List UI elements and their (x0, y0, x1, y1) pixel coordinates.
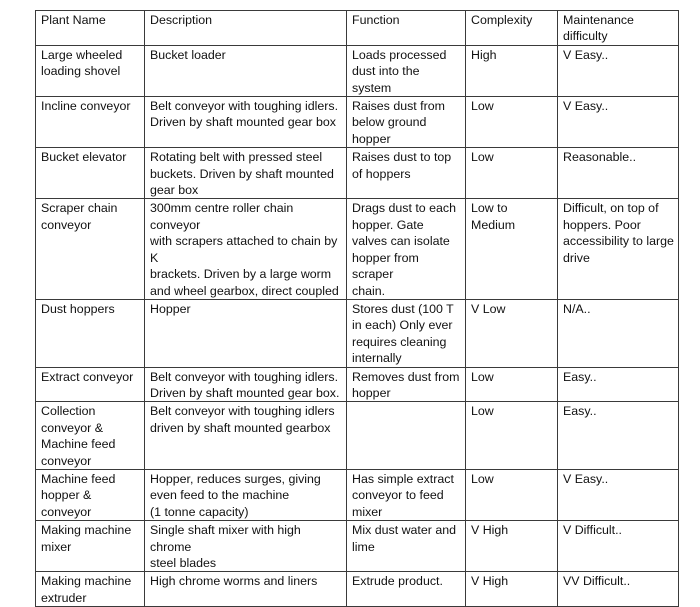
header-function: Function (347, 11, 466, 46)
cell-plant-name: Extract conveyor (36, 367, 145, 402)
cell-plant-name: Collection conveyor & Machine feed conveyor (36, 402, 145, 470)
table-row (36, 199, 679, 299)
table-row (36, 572, 679, 607)
cell-complexity: Low to Medium (466, 199, 558, 299)
cell-function: Raises dust to top of hoppers (347, 148, 466, 199)
cell-maintenance: V Easy.. (558, 469, 679, 520)
cell-description: Belt conveyor with toughing idlers driven by shaft mounted gearbox (145, 402, 347, 470)
plant-table (35, 10, 679, 607)
cell-description: Bucket loader (145, 45, 347, 96)
cell-plant-name: Dust hoppers (36, 299, 145, 367)
cell-description: 300mm centre roller chain conveyor with scrapers attached to chain by K brackets. Driven by a large worm and wheel gearbox, direct coupled (145, 199, 347, 299)
cell-description: High chrome worms and liners (145, 572, 347, 607)
cell-complexity: Low (466, 367, 558, 402)
cell-plant-name: Making machine mixer (36, 521, 145, 572)
cell-complexity: V Low (466, 299, 558, 367)
cell-maintenance: V Difficult.. (558, 521, 679, 572)
cell-maintenance: Easy.. (558, 402, 679, 470)
cell-complexity: V High (466, 521, 558, 572)
cell-description: Rotating belt with pressed steel buckets. Driven by shaft mounted gear box (145, 148, 347, 199)
cell-maintenance: N/A.. (558, 299, 679, 367)
cell-description: Hopper, reduces surges, giving even feed to the machine (1 tonne capacity) (145, 469, 347, 520)
cell-function: Loads processed dust into the system (347, 45, 466, 96)
cell-function: Mix dust water and lime (347, 521, 466, 572)
table-row (36, 469, 679, 520)
cell-plant-name: Incline conveyor (36, 97, 145, 148)
cell-maintenance: Difficult, on top of hoppers. Poor accessibility to large drive (558, 199, 679, 299)
table-row (36, 148, 679, 199)
header-complexity: Complexity (466, 11, 558, 46)
cell-function (347, 402, 466, 470)
cell-plant-name: Machine feed hopper & conveyor (36, 469, 145, 520)
table-row (36, 367, 679, 402)
table-row (36, 521, 679, 572)
cell-plant-name: Scraper chain conveyor (36, 199, 145, 299)
cell-complexity: Low (466, 148, 558, 199)
cell-maintenance: Reasonable.. (558, 148, 679, 199)
cell-maintenance: V Easy.. (558, 97, 679, 148)
table-row (36, 45, 679, 96)
cell-plant-name: Bucket elevator (36, 148, 145, 199)
cell-description: Belt conveyor with toughing idlers. Driven by shaft mounted gear box. (145, 367, 347, 402)
cell-description: Hopper (145, 299, 347, 367)
cell-function: Raises dust from below ground hopper (347, 97, 466, 148)
cell-complexity: Low (466, 402, 558, 470)
cell-function: Stores dust (100 T in each) Only ever requires cleaning internally (347, 299, 466, 367)
cell-function: Drags dust to each hopper. Gate valves can isolate hopper from scraper chain. (347, 199, 466, 299)
cell-complexity: Low (466, 469, 558, 520)
cell-maintenance: Easy.. (558, 367, 679, 402)
table-row (36, 97, 679, 148)
cell-maintenance: VV Difficult.. (558, 572, 679, 607)
cell-complexity: High (466, 45, 558, 96)
table-header-row (36, 11, 679, 46)
cell-function: Has simple extract conveyor to feed mixer (347, 469, 466, 520)
cell-description: Single shaft mixer with high chrome steel blades (145, 521, 347, 572)
cell-plant-name: Making machine extruder (36, 572, 145, 607)
cell-description: Belt conveyor with toughing idlers. Driven by shaft mounted gear box (145, 97, 347, 148)
cell-plant-name: Large wheeled loading shovel (36, 45, 145, 96)
table-row (36, 299, 679, 367)
cell-complexity: V High (466, 572, 558, 607)
cell-maintenance: V Easy.. (558, 45, 679, 96)
cell-complexity: Low (466, 97, 558, 148)
cell-function: Removes dust from hopper (347, 367, 466, 402)
header-maintenance-difficulty: Maintenance difficulty (558, 11, 679, 46)
header-description: Description (145, 11, 347, 46)
header-plant-name: Plant Name (36, 11, 145, 46)
cell-function: Extrude product. (347, 572, 466, 607)
table-row (36, 402, 679, 470)
